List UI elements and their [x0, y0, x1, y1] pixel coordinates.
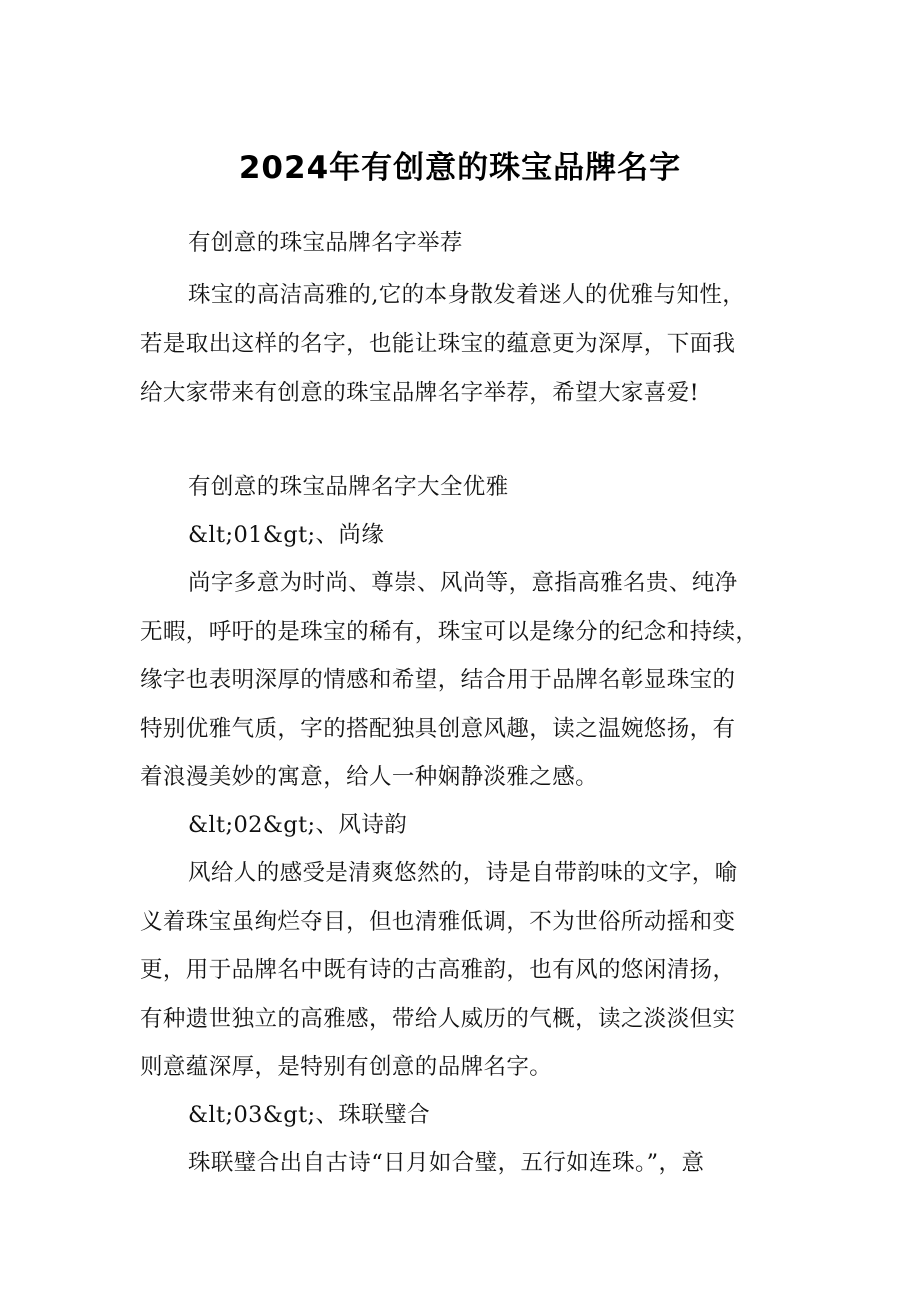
item-01-paragraph-line: 缘字也表明深厚的情感和希望，结合用于品牌名彰显珠宝的: [140, 667, 736, 693]
item-heading-03: &lt;03&gt;、珠联璧合: [188, 1102, 431, 1128]
item-02-paragraph-line: 更，用于品牌名中既有诗的古高雅韵，也有风的悠闲清扬，: [140, 957, 736, 983]
intro-paragraph-line: 若是取出这样的名字，也能让珠宝的蕴意更为深厚，下面我: [140, 331, 736, 357]
item-01-paragraph-line: 尚字多意为时尚、尊崇、风尚等，意指高雅名贵、纯净: [188, 570, 738, 596]
item-01-paragraph-line: 着浪漫美妙的寓意，给人一种娴静淡雅之感。: [140, 764, 599, 790]
item-01-paragraph-line: 特别优雅气质，字的搭配独具创意风趣，读之温婉悠扬，有: [140, 716, 736, 742]
item-02-paragraph-line: 有种遗世独立的高雅感，带给人威历的气概，读之淡淡但实: [140, 1006, 736, 1032]
item-01-paragraph-line: 无暇，呼吁的是珠宝的稀有，珠宝可以是缘分的纪念和持续，: [140, 619, 759, 645]
item-02-paragraph-line: 则意蕴深厚，是特别有创意的品牌名字。: [140, 1054, 553, 1080]
document-title: 2024年有创意的珠宝品牌名字: [238, 150, 682, 186]
item-heading-02: &lt;02&gt;、风诗韵: [188, 812, 408, 838]
intro-heading: 有创意的珠宝品牌名字举荐: [188, 230, 463, 256]
item-02-paragraph-line: 风给人的感受是清爽悠然的，诗是自带韵味的文字，喻: [188, 860, 738, 886]
section-heading: 有创意的珠宝品牌名字大全优雅: [188, 474, 509, 500]
intro-paragraph-line: 给大家带来有创意的珠宝品牌名字举荐，希望大家喜爱!: [140, 380, 700, 406]
item-03-paragraph-line: 珠联璧合出自古诗“日月如合璧，五行如连珠。”，意: [188, 1150, 705, 1176]
item-02-paragraph-line: 义着珠宝虽绚烂夺目，但也清雅低调，不为世俗所动摇和变: [140, 909, 736, 935]
intro-paragraph-line: 珠宝的高洁高雅的,它的本身散发着迷人的优雅与知性，: [188, 282, 746, 308]
item-heading-01: &lt;01&gt;、尚缘: [188, 522, 385, 548]
